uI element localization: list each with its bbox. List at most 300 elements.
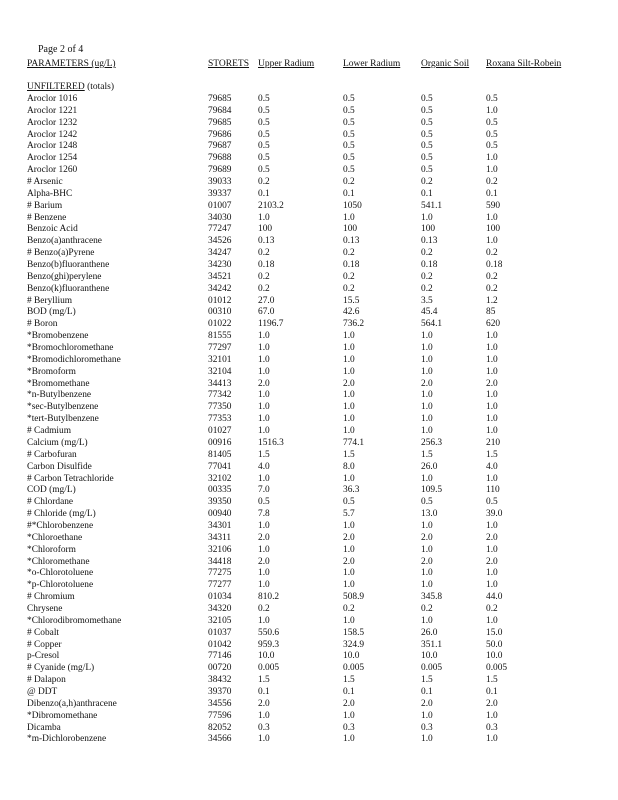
lower-radium-value: 0.005 bbox=[343, 663, 365, 674]
parameter-name: *Chloroform bbox=[27, 544, 76, 555]
upper-radium-value: 0.3 bbox=[258, 722, 270, 733]
parameter-name: *Chlorodibromomethane bbox=[27, 615, 122, 626]
storet-code: 01007 bbox=[208, 200, 232, 211]
organic-soil-value: 1.0 bbox=[421, 580, 433, 591]
table-row bbox=[0, 153, 618, 165]
lower-radium-value: 10.0 bbox=[343, 651, 360, 662]
roxana-silt-value: 110 bbox=[486, 485, 500, 496]
upper-radium-value: 0.1 bbox=[258, 188, 270, 199]
storet-code: 79684 bbox=[208, 105, 232, 116]
roxana-silt-value: 0.2 bbox=[486, 248, 498, 259]
roxana-silt-value: 0.2 bbox=[486, 283, 498, 294]
storet-code: 38432 bbox=[208, 675, 232, 686]
roxana-silt-value: 0.2 bbox=[486, 271, 498, 282]
lower-radium-value: 0.1 bbox=[343, 686, 355, 697]
roxana-silt-value: 1.0 bbox=[486, 402, 498, 413]
storet-code: 77146 bbox=[208, 651, 232, 662]
storet-code: 34230 bbox=[208, 260, 232, 271]
storet-code: 79686 bbox=[208, 129, 232, 140]
storet-code: 34526 bbox=[208, 236, 232, 247]
table-row bbox=[0, 450, 618, 462]
organic-soil-value: 1.0 bbox=[421, 212, 433, 223]
roxana-silt-value: 0.1 bbox=[486, 686, 498, 697]
upper-radium-value: 1.0 bbox=[258, 710, 270, 721]
storet-code: 01027 bbox=[208, 426, 232, 437]
table-row bbox=[0, 296, 618, 308]
table-row bbox=[0, 177, 618, 189]
organic-soil-value: 541.1 bbox=[421, 200, 443, 211]
table-row bbox=[0, 379, 618, 391]
parameter-name: Aroclor 1221 bbox=[27, 105, 78, 116]
parameter-name: *Dibromomethane bbox=[27, 710, 98, 721]
roxana-silt-value: 1.0 bbox=[486, 331, 498, 342]
roxana-silt-value: 1.0 bbox=[486, 544, 498, 555]
roxana-silt-value: 2.0 bbox=[486, 698, 498, 709]
table-row bbox=[0, 260, 618, 272]
table-row bbox=[0, 711, 618, 723]
parameter-name: Dicamba bbox=[27, 722, 61, 733]
parameter-name: # Arsenic bbox=[27, 177, 63, 188]
upper-radium-value: 0.2 bbox=[258, 283, 270, 294]
roxana-silt-value: 1.0 bbox=[486, 343, 498, 354]
organic-soil-value: 256.3 bbox=[421, 437, 443, 448]
lower-radium-value: 158.5 bbox=[343, 627, 365, 638]
upper-radium-value: 1.0 bbox=[258, 568, 270, 579]
storet-code: 79687 bbox=[208, 141, 232, 152]
upper-radium-value: 0.5 bbox=[258, 153, 270, 164]
parameter-name: # Boron bbox=[27, 319, 58, 330]
storet-code: 34413 bbox=[208, 378, 232, 389]
table-row bbox=[0, 130, 618, 142]
table-row bbox=[0, 640, 618, 652]
table-row bbox=[0, 426, 618, 438]
parameter-name: *tert-Butylbenzene bbox=[27, 414, 99, 425]
lower-radium-value: 1.0 bbox=[343, 390, 355, 401]
organic-soil-value: 0.5 bbox=[421, 165, 433, 176]
roxana-silt-value: 0.005 bbox=[486, 663, 508, 674]
organic-soil-value: 1.0 bbox=[421, 544, 433, 555]
storet-code: 34311 bbox=[208, 532, 232, 543]
upper-radium-value: 0.5 bbox=[258, 94, 270, 104]
table-row bbox=[0, 533, 618, 545]
lower-radium-value: 1.0 bbox=[343, 568, 355, 579]
roxana-silt-value: 1.0 bbox=[486, 568, 498, 579]
lower-radium-value: 324.9 bbox=[343, 639, 365, 650]
upper-radium-value: 2.0 bbox=[258, 532, 270, 543]
parameter-name: # Chromium bbox=[27, 592, 75, 603]
storet-code: 32105 bbox=[208, 615, 232, 626]
lower-radium-value: 0.2 bbox=[343, 271, 355, 282]
organic-soil-value: 2.0 bbox=[421, 532, 433, 543]
parameter-name: p-Cresol bbox=[27, 651, 60, 662]
lower-radium-value: 0.5 bbox=[343, 165, 355, 176]
upper-radium-value: 67.0 bbox=[258, 307, 275, 318]
upper-radium-value: 1196.7 bbox=[258, 319, 284, 330]
organic-soil-value: 0.2 bbox=[421, 271, 433, 282]
roxana-silt-value: 1.0 bbox=[486, 105, 498, 116]
storet-code: 79689 bbox=[208, 165, 232, 176]
upper-radium-value: 0.5 bbox=[258, 165, 270, 176]
upper-radium-value: 0.2 bbox=[258, 177, 270, 188]
storet-code: 81405 bbox=[208, 449, 232, 460]
table-row bbox=[0, 331, 618, 343]
storet-code: 39337 bbox=[208, 188, 232, 199]
parameter-name: Benzo(b)fluoranthene bbox=[27, 260, 110, 271]
upper-radium-value: 0.5 bbox=[258, 117, 270, 128]
storet-code: 00940 bbox=[208, 509, 232, 520]
lower-radium-value: 1.5 bbox=[343, 449, 355, 460]
roxana-silt-value: 2.0 bbox=[486, 532, 498, 543]
parameter-name: # Copper bbox=[27, 639, 62, 650]
organic-soil-value: 45.4 bbox=[421, 307, 438, 318]
upper-radium-value: 1.0 bbox=[258, 331, 270, 342]
roxana-silt-value: 1.0 bbox=[486, 710, 498, 721]
roxana-silt-value: 620 bbox=[486, 319, 501, 330]
table-row bbox=[0, 224, 618, 236]
organic-soil-value: 0.5 bbox=[421, 117, 433, 128]
roxana-silt-value: 0.2 bbox=[486, 603, 498, 614]
roxana-silt-value: 1.0 bbox=[486, 354, 498, 365]
upper-radium-value: 810.2 bbox=[258, 592, 280, 603]
storet-code: 77297 bbox=[208, 343, 232, 354]
parameter-name: Aroclor 1254 bbox=[27, 153, 78, 164]
parameter-name: # Dalapon bbox=[27, 675, 66, 686]
parameter-name: # Beryllium bbox=[27, 295, 73, 306]
parameter-name: # Carbon Tetrachloride bbox=[27, 473, 114, 484]
organic-soil-value: 0.2 bbox=[421, 603, 433, 614]
parameter-name: *Chloromethane bbox=[27, 556, 90, 567]
lower-radium-value: 2.0 bbox=[343, 556, 355, 567]
upper-radium-value: 0.5 bbox=[258, 141, 270, 152]
parameter-name: *Bromodichloromethane bbox=[27, 354, 121, 365]
parameter-name: Aroclor 1242 bbox=[27, 129, 78, 140]
storet-code: 00720 bbox=[208, 663, 232, 674]
lower-radium-value: 1.5 bbox=[343, 675, 355, 686]
storet-code: 34030 bbox=[208, 212, 232, 223]
organic-soil-value: 1.0 bbox=[421, 710, 433, 721]
lower-radium-value: 1.0 bbox=[343, 366, 355, 377]
lower-radium-value: 1.0 bbox=[343, 402, 355, 413]
parameter-name: # Carbofuran bbox=[27, 449, 77, 460]
parameter-name: Dibenzo(a,h)anthracene bbox=[27, 698, 117, 709]
table-row bbox=[0, 414, 618, 426]
upper-radium-value: 1.5 bbox=[258, 675, 270, 686]
upper-radium-value: 7.8 bbox=[258, 509, 270, 520]
lower-radium-value: 0.5 bbox=[343, 94, 355, 104]
upper-radium-value: 1.0 bbox=[258, 402, 270, 413]
roxana-silt-value: 1.0 bbox=[486, 236, 498, 247]
lower-radium-value: 8.0 bbox=[343, 461, 355, 472]
upper-radium-value: 7.0 bbox=[258, 485, 270, 496]
organic-soil-value: 564.1 bbox=[421, 319, 443, 330]
roxana-silt-value: 1.0 bbox=[486, 426, 498, 437]
upper-radium-value: 550.6 bbox=[258, 627, 280, 638]
table-row bbox=[0, 319, 618, 331]
upper-radium-value: 0.5 bbox=[258, 129, 270, 140]
roxana-silt-value: 0.5 bbox=[486, 129, 498, 140]
upper-radium-value: 1.0 bbox=[258, 212, 270, 223]
lower-radium-value: 0.18 bbox=[343, 260, 360, 271]
table-row bbox=[0, 592, 618, 604]
upper-radium-value: 959.3 bbox=[258, 639, 280, 650]
organic-soil-value: 1.0 bbox=[421, 520, 433, 531]
organic-soil-value: 26.0 bbox=[421, 461, 438, 472]
organic-soil-value: 13.0 bbox=[421, 509, 438, 520]
organic-soil-value: 1.0 bbox=[421, 414, 433, 425]
parameter-name: Aroclor 1248 bbox=[27, 141, 78, 152]
roxana-silt-value: 1.0 bbox=[486, 615, 498, 626]
roxana-silt-value: 1.0 bbox=[486, 414, 498, 425]
table-row bbox=[0, 734, 618, 746]
table-row bbox=[0, 141, 618, 153]
lower-radium-value: 5.7 bbox=[343, 509, 355, 520]
organic-soil-value: 0.2 bbox=[421, 283, 433, 294]
roxana-silt-value: 0.5 bbox=[486, 497, 498, 508]
table-row bbox=[0, 355, 618, 367]
upper-radium-value: 1.0 bbox=[258, 390, 270, 401]
storet-code: 34556 bbox=[208, 698, 232, 709]
storet-code: 32104 bbox=[208, 366, 232, 377]
storet-code: 39350 bbox=[208, 497, 232, 508]
storet-code: 81555 bbox=[208, 331, 232, 342]
storet-code: 01034 bbox=[208, 592, 232, 603]
organic-soil-value: 1.5 bbox=[421, 675, 433, 686]
organic-soil-value: 0.005 bbox=[421, 663, 443, 674]
storet-code: 77350 bbox=[208, 402, 232, 413]
table-row bbox=[0, 236, 618, 248]
storet-code: 00310 bbox=[208, 307, 232, 318]
table-row bbox=[0, 663, 618, 675]
parameter-name: Chrysene bbox=[27, 603, 63, 614]
parameter-name: Calcium (mg/L) bbox=[27, 437, 88, 448]
lower-radium-value: 1.0 bbox=[343, 734, 355, 745]
table-row bbox=[0, 723, 618, 735]
table-row bbox=[0, 248, 618, 260]
upper-radium-value: 1.0 bbox=[258, 343, 270, 354]
roxana-silt-value: 44.0 bbox=[486, 592, 503, 603]
roxana-silt-value: 39.0 bbox=[486, 509, 503, 520]
parameter-name: *Bromochloromethane bbox=[27, 343, 114, 354]
lower-radium-value: 1.0 bbox=[343, 426, 355, 437]
column-header-organic-soil: Organic Soil bbox=[421, 59, 470, 69]
organic-soil-value: 100 bbox=[421, 224, 436, 235]
storet-code: 01012 bbox=[208, 295, 232, 306]
parameter-name: Alpha-BHC bbox=[27, 188, 73, 199]
table-row bbox=[0, 118, 618, 130]
storet-code: 34418 bbox=[208, 556, 232, 567]
upper-radium-value: 0.5 bbox=[258, 497, 270, 508]
lower-radium-value: 0.2 bbox=[343, 283, 355, 294]
organic-soil-value: 26.0 bbox=[421, 627, 438, 638]
organic-soil-value: 351.1 bbox=[421, 639, 443, 650]
table-row bbox=[0, 189, 618, 201]
roxana-silt-value: 100 bbox=[486, 224, 501, 235]
roxana-silt-value: 0.5 bbox=[486, 141, 498, 152]
upper-radium-value: 2.0 bbox=[258, 378, 270, 389]
storet-code: 77596 bbox=[208, 710, 232, 721]
lower-radium-value: 1.0 bbox=[343, 343, 355, 354]
storet-code: 34521 bbox=[208, 271, 232, 282]
upper-radium-value: 1516.3 bbox=[258, 437, 284, 448]
upper-radium-value: 27.0 bbox=[258, 295, 275, 306]
organic-soil-value: 1.0 bbox=[421, 331, 433, 342]
table-row bbox=[0, 699, 618, 711]
lower-radium-value: 1.0 bbox=[343, 615, 355, 626]
storet-code: 01042 bbox=[208, 639, 232, 650]
parameter-name: *o-Chlorotoluene bbox=[27, 568, 94, 579]
upper-radium-value: 0.2 bbox=[258, 271, 270, 282]
parameter-name: Carbon Disulfide bbox=[27, 461, 92, 472]
storet-code: 32102 bbox=[208, 473, 232, 484]
lower-radium-value: 1.0 bbox=[343, 520, 355, 531]
roxana-silt-value: 4.0 bbox=[486, 461, 498, 472]
column-header-upper-radium: Upper Radium bbox=[258, 59, 315, 69]
table-row bbox=[0, 474, 618, 486]
organic-soil-value: 0.5 bbox=[421, 153, 433, 164]
table-row bbox=[0, 497, 618, 509]
lower-radium-value: 1.0 bbox=[343, 331, 355, 342]
upper-radium-value: 0.2 bbox=[258, 248, 270, 259]
storet-code: 77247 bbox=[208, 224, 232, 235]
parameter-name: *Bromobenzene bbox=[27, 331, 89, 342]
storet-code: 77277 bbox=[208, 580, 232, 591]
lower-radium-value: 1.0 bbox=[343, 473, 355, 484]
lower-radium-value: 1.0 bbox=[343, 710, 355, 721]
parameter-name: BOD (mg/L) bbox=[27, 307, 76, 318]
organic-soil-value: 109.5 bbox=[421, 485, 443, 496]
table-row bbox=[0, 438, 618, 450]
lower-radium-value: 1.0 bbox=[343, 414, 355, 425]
table-row bbox=[0, 521, 618, 533]
parameter-name: #*Chlorobenzene bbox=[27, 520, 94, 531]
table-row bbox=[0, 165, 618, 177]
parameter-name: # Benzene bbox=[27, 212, 67, 223]
storet-code: 34566 bbox=[208, 734, 232, 745]
table-row bbox=[0, 402, 618, 414]
roxana-silt-value: 1.0 bbox=[486, 580, 498, 591]
lower-radium-value: 0.2 bbox=[343, 177, 355, 188]
roxana-silt-value: 2.0 bbox=[486, 378, 498, 389]
roxana-silt-value: 0.5 bbox=[486, 94, 498, 104]
table-row bbox=[0, 616, 618, 628]
roxana-silt-value: 85 bbox=[486, 307, 496, 318]
organic-soil-value: 1.0 bbox=[421, 402, 433, 413]
storet-code: 34301 bbox=[208, 520, 232, 531]
upper-radium-value: 1.5 bbox=[258, 449, 270, 460]
storet-code: 34242 bbox=[208, 283, 232, 294]
lower-radium-value: 0.13 bbox=[343, 236, 360, 247]
roxana-silt-value: 50.0 bbox=[486, 639, 503, 650]
lower-radium-value: 100 bbox=[343, 224, 358, 235]
lower-radium-value: 0.5 bbox=[343, 497, 355, 508]
parameter-name: # Chlordane bbox=[27, 497, 74, 508]
table-row bbox=[0, 580, 618, 592]
table-row bbox=[0, 651, 618, 663]
parameter-name: # Cobalt bbox=[27, 627, 60, 638]
roxana-silt-value: 0.3 bbox=[486, 722, 498, 733]
organic-soil-value: 345.8 bbox=[421, 592, 443, 603]
parameter-name: Benzo(a)anthracene bbox=[27, 236, 102, 247]
organic-soil-value: 0.5 bbox=[421, 497, 433, 508]
table-row bbox=[0, 604, 618, 616]
table-row bbox=[0, 343, 618, 355]
lower-radium-value: 42.6 bbox=[343, 307, 360, 318]
upper-radium-value: 1.0 bbox=[258, 414, 270, 425]
upper-radium-value: 0.1 bbox=[258, 686, 270, 697]
lower-radium-value: 36.3 bbox=[343, 485, 360, 496]
parameter-name: Benzo(ghi)perylene bbox=[27, 271, 102, 282]
parameter-name: Aroclor 1232 bbox=[27, 117, 78, 128]
organic-soil-value: 0.5 bbox=[421, 129, 433, 140]
storet-code: 77342 bbox=[208, 390, 232, 401]
lower-radium-value: 0.3 bbox=[343, 722, 355, 733]
roxana-silt-value: 0.1 bbox=[486, 188, 498, 199]
upper-radium-value: 0.2 bbox=[258, 603, 270, 614]
lower-radium-value: 736.2 bbox=[343, 319, 365, 330]
table-row bbox=[0, 485, 618, 497]
page-number: Page 2 of 4 bbox=[38, 44, 84, 55]
parameter-name: # Benzo(a)Pyrene bbox=[27, 248, 95, 259]
storet-code: 39370 bbox=[208, 686, 232, 697]
organic-soil-value: 0.1 bbox=[421, 686, 433, 697]
storet-code: 00916 bbox=[208, 437, 232, 448]
table-row bbox=[0, 307, 618, 319]
parameter-table bbox=[0, 94, 618, 746]
storet-code: 79685 bbox=[208, 117, 232, 128]
roxana-silt-value: 1.0 bbox=[486, 212, 498, 223]
parameter-name: Aroclor 1016 bbox=[27, 94, 78, 104]
roxana-silt-value: 1.0 bbox=[486, 366, 498, 377]
lower-radium-value: 1.0 bbox=[343, 354, 355, 365]
upper-radium-value: 0.5 bbox=[258, 105, 270, 116]
parameter-name: *n-Butylbenzene bbox=[27, 390, 92, 401]
storet-code: 32106 bbox=[208, 544, 232, 555]
organic-soil-value: 1.0 bbox=[421, 366, 433, 377]
organic-soil-value: 0.1 bbox=[421, 188, 433, 199]
parameter-name: @ DDT bbox=[27, 686, 58, 697]
roxana-silt-value: 1.0 bbox=[486, 520, 498, 531]
organic-soil-value: 2.0 bbox=[421, 378, 433, 389]
table-row bbox=[0, 284, 618, 296]
storet-code: 39033 bbox=[208, 177, 232, 188]
organic-soil-value: 0.13 bbox=[421, 236, 438, 247]
organic-soil-value: 1.5 bbox=[421, 449, 433, 460]
organic-soil-value: 1.0 bbox=[421, 390, 433, 401]
column-header-storets: STORETS bbox=[208, 59, 250, 69]
roxana-silt-value: 1.2 bbox=[486, 295, 498, 306]
parameter-name: # Cadmium bbox=[27, 426, 72, 437]
column-header-lower-radium: Lower Radium bbox=[343, 59, 401, 69]
organic-soil-value: 0.2 bbox=[421, 248, 433, 259]
organic-soil-value: 1.0 bbox=[421, 615, 433, 626]
storet-code: 77353 bbox=[208, 414, 232, 425]
table-row bbox=[0, 687, 618, 699]
organic-soil-value: 2.0 bbox=[421, 556, 433, 567]
lower-radium-value: 774.1 bbox=[343, 437, 365, 448]
organic-soil-value: 0.5 bbox=[421, 94, 433, 104]
roxana-silt-value: 210 bbox=[486, 437, 501, 448]
parameter-name: # Barium bbox=[27, 200, 63, 211]
upper-radium-value: 1.0 bbox=[258, 544, 270, 555]
parameter-name: # Chloride (mg/L) bbox=[27, 509, 96, 520]
storet-code: 77275 bbox=[208, 568, 232, 579]
lower-radium-value: 1050 bbox=[343, 200, 362, 211]
parameter-name: *p-Chlorotoluene bbox=[27, 580, 94, 591]
upper-radium-value: 100 bbox=[258, 224, 273, 235]
column-header-parameters: PARAMETERS (ug/L) bbox=[27, 59, 116, 69]
organic-soil-value: 2.0 bbox=[421, 698, 433, 709]
roxana-silt-value: 1.5 bbox=[486, 675, 498, 686]
